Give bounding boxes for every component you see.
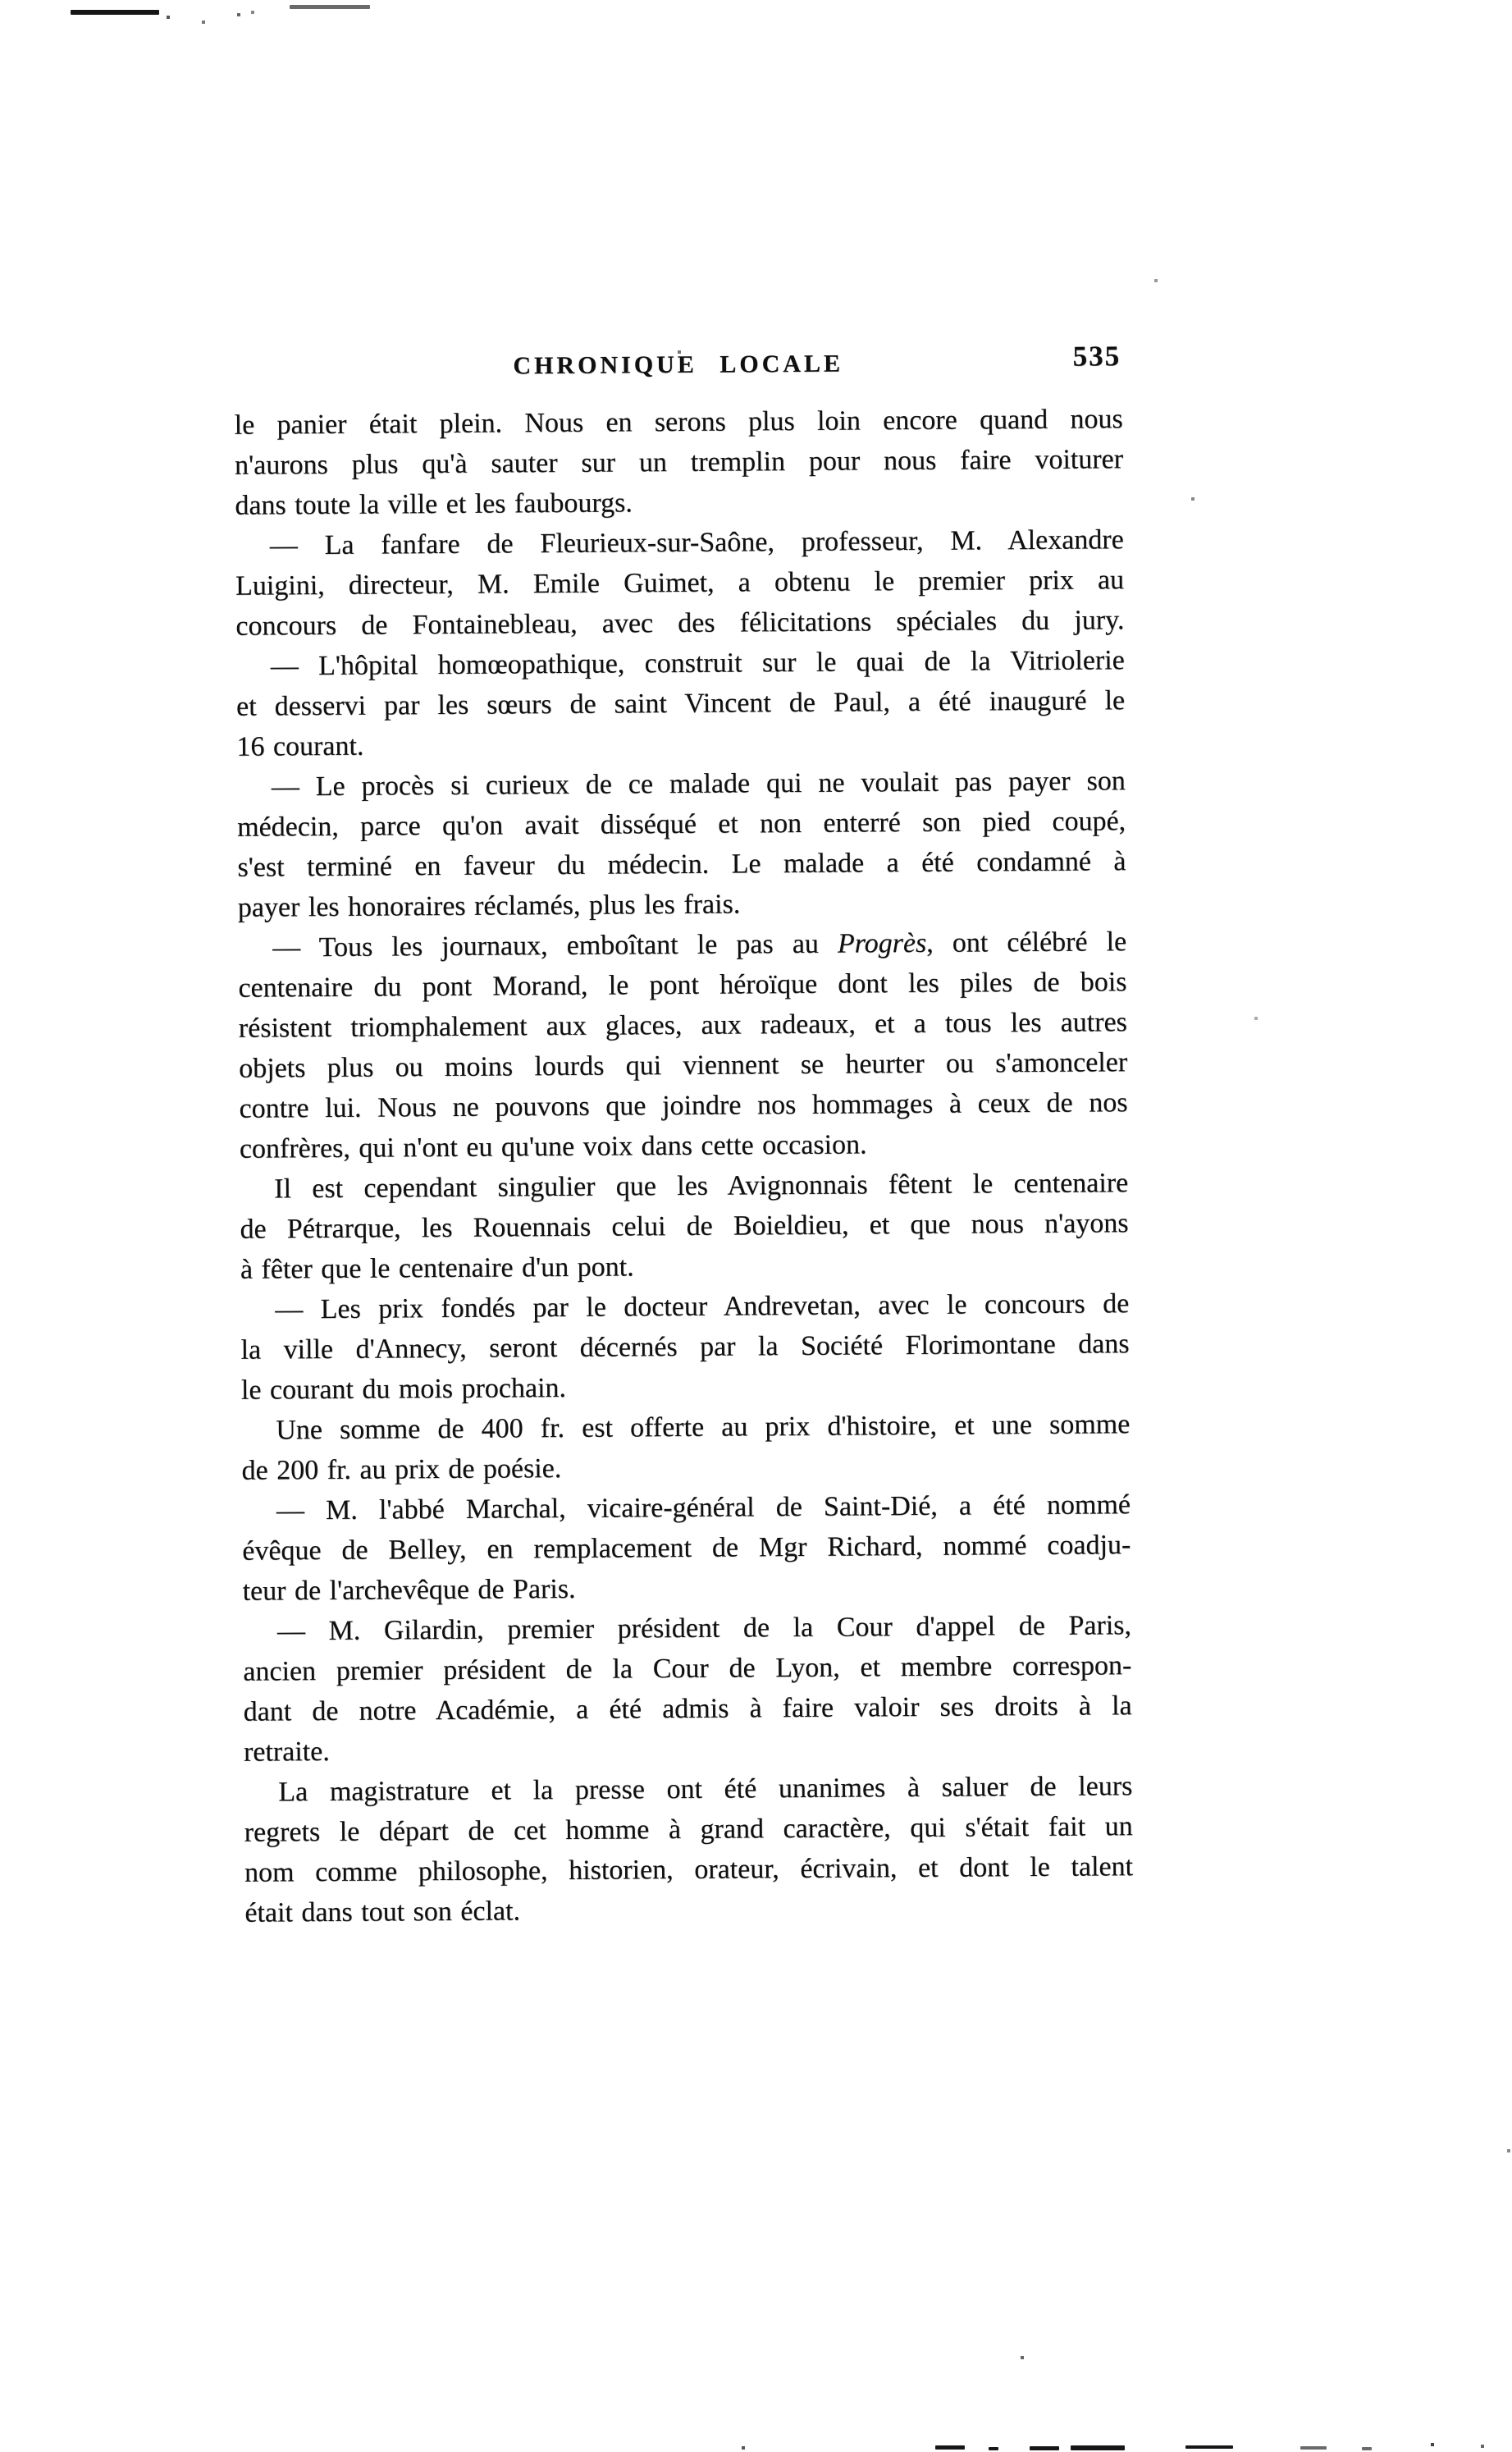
paragraph (236, 640, 1126, 767)
text-line: payer les honoraires réclamés, plus les frais. (237, 889, 741, 923)
body-text (235, 399, 1134, 1933)
text-line (238, 922, 1126, 968)
scan-artifact-bottom-7 (1362, 2447, 1372, 2450)
scan-artifact-top-mid (290, 5, 370, 9)
text-line: teur de l'archevêque de Paris. (242, 1573, 576, 1607)
text-line: — L'hôpital homœopathique, construit sur le quai de la Vitriolerie (270, 645, 1125, 682)
running-header-title: CHRONIQUE LOCALE (513, 350, 844, 380)
scan-artifact-top-left (71, 10, 159, 15)
text-line: évêque de Belley, en remplacement de Mgr Richard, nommé coadju- (242, 1530, 1131, 1567)
paragraph (238, 922, 1128, 1169)
text-line: résistent triomphalement aux glaces, aux radeaux, et a tous les autres (238, 1007, 1127, 1044)
running-header (234, 336, 1123, 405)
scan-artifact-bottom-6 (1300, 2446, 1327, 2450)
text-line: — Le procès si curieux de ce malade qui ne voulait pas payer son (271, 766, 1126, 803)
text-line: médecin, parce qu'on avait disséqué et non enterré son pied coupé, (237, 806, 1126, 843)
paragraph (235, 519, 1125, 647)
text-line: de Pétrarque, les Rouennais celui de Boieldieu, et que nous n'ayons (240, 1208, 1129, 1245)
text-line: — La fanfare de Fleurieux-sur-Saône, professeur, M. Alexandre (269, 524, 1124, 561)
text-line: de 200 fr. au prix de poésie. (241, 1453, 562, 1486)
text-line: — M. Gilardin, premier président de la Cour d'appel de Paris, (276, 1610, 1132, 1647)
text-line: 16 courant. (236, 730, 364, 762)
text-line: dans toute la ville et les faubourgs. (235, 487, 633, 521)
text-line: la ville d'Annecy, seront décernés par la Société Florimontane dans (240, 1329, 1130, 1366)
paragraph (242, 1484, 1131, 1612)
text-line: objets plus ou moins lourds qui viennent se heurter ou s'amonceler (239, 1047, 1128, 1084)
text-line: était dans tout son éclat. (244, 1896, 521, 1928)
text-line: dant de notre Académie, a été admis à faire valoir ses droits à la (243, 1690, 1132, 1727)
text-line: Luigini, directeur, M. Emile Guimet, a obtenu le premier prix au (235, 565, 1125, 602)
text-line: le courant du mois prochain. (240, 1372, 567, 1406)
paragraph (241, 1404, 1131, 1491)
paragraph (244, 1766, 1133, 1933)
text-line: La magistrature et la presse ont été unanimes à saluer de leurs (278, 1771, 1133, 1808)
text-line: concours de Fontainebleau, avec des félicitations spéciales du jury. (235, 605, 1125, 642)
paragraph (240, 1163, 1129, 1290)
text-line: centenaire du pont Morand, le pont héroïque dont les piles de bois (238, 967, 1127, 1004)
paragraph (235, 399, 1124, 526)
text-line: Une somme de 400 fr. est offerte au prix d'histoire, et une somme (276, 1409, 1131, 1446)
scan-artifact-bottom-5 (1185, 2445, 1233, 2449)
text-line: nom comme philosophe, historien, orateur, écrivain, et dont le talent (244, 1851, 1134, 1888)
text-line: et desservi par les sœurs de saint Vincent de Paul, a été inauguré le (235, 685, 1126, 722)
text-line: le panier était plein. Nous en serons plus loin encore quand nous (234, 404, 1123, 441)
text-line: — M. l'abbé Marchal, vicaire-général de Saint-Dié, a été nommé (276, 1489, 1131, 1526)
scan-artifact-bottom-3 (1030, 2446, 1059, 2450)
plain-text: , ont célébré le (926, 926, 1127, 958)
italic-text: Progrès (837, 927, 927, 959)
paragraph (243, 1605, 1132, 1773)
text-line: retraite. (243, 1736, 330, 1768)
page-content (234, 336, 1134, 1933)
text-line: n'aurons plus qu'à sauter sur un tremplin pour nous faire voiturer (234, 444, 1124, 481)
text-line: — Les prix fondés par le docteur Andrevetan, avec le concours de (275, 1288, 1130, 1325)
scan-artifact-bottom-4 (1071, 2445, 1125, 2450)
text-line: Il est cependant singulier que les Avignonnais fêtent le centenaire (274, 1168, 1129, 1205)
text-line: à fêter que le centenaire d'un pont. (240, 1251, 634, 1285)
text-line: confrères, qui n'ont eu qu'une voix dans cette occasion. (239, 1129, 867, 1164)
text-line: ancien premier président de la Cour de Lyon, et membre correspon- (243, 1650, 1132, 1687)
text-line: regrets le départ de cet homme à grand caractère, qui s'était fait un (244, 1811, 1133, 1848)
scan-speckles (0, 0, 2, 2)
text-line: contre lui. Nous ne pouvons que joindre nos hommages à ceux de nos (239, 1087, 1128, 1124)
page-number: 535 (1072, 340, 1121, 373)
scan-artifact-bottom-2 (989, 2447, 998, 2450)
plain-text: — Tous les journaux, emboîtant le pas au (272, 928, 838, 963)
paragraph (240, 1283, 1130, 1411)
text-line: s'est terminé en faveur du médecin. Le malade a été condamné à (237, 846, 1126, 883)
paragraph (237, 761, 1126, 928)
scan-artifact-bottom-1 (935, 2445, 965, 2450)
